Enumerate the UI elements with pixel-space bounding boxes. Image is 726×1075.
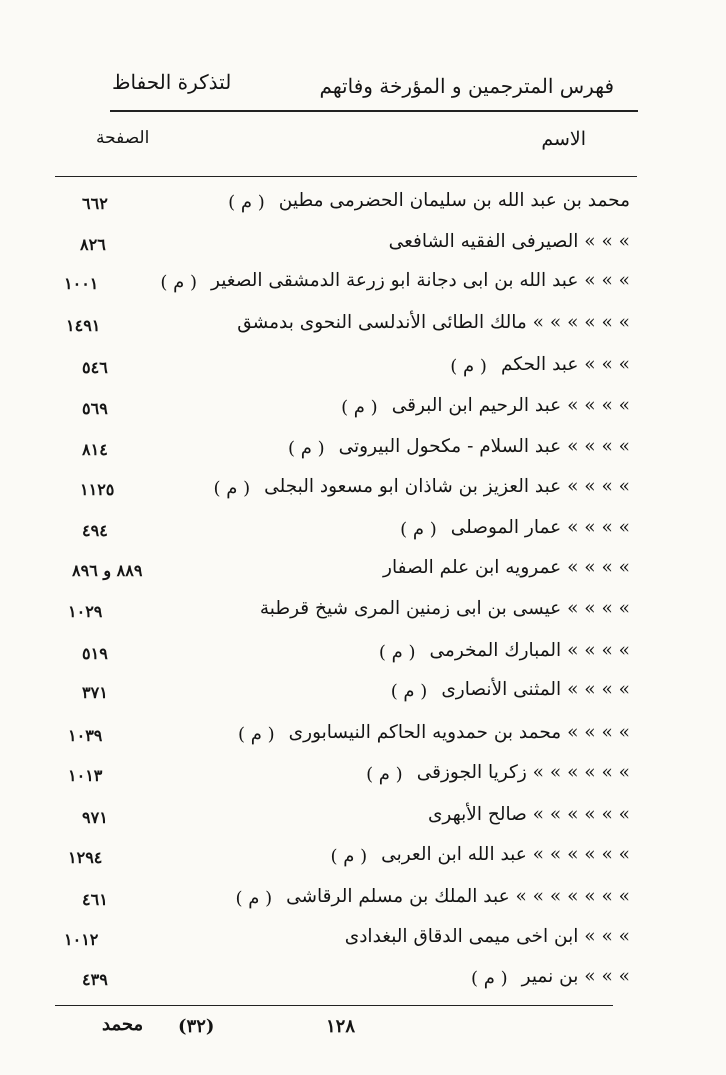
entry-death-mark: ( م ) — [160, 272, 197, 293]
entry-name: » » » » » » صالح الأبهرى — [427, 804, 630, 825]
entry-death-mark: ( م ) — [238, 724, 275, 745]
index-entry — [60, 350, 630, 390]
index-entry — [60, 432, 630, 472]
column-header-name: الاسم — [541, 128, 586, 150]
entry-page: ٨٨٩ و ٨٩٦ — [72, 561, 143, 580]
index-entry — [60, 266, 630, 306]
entry-name: » » » » » » زكريا الجوزقى — [416, 762, 630, 783]
entry-name: » » » » » » » عبد الملك بن مسلم الرقاشى — [286, 886, 630, 907]
entry-page: ١٠١٢ — [64, 930, 99, 949]
entry-page: ٣٧١ — [82, 683, 108, 702]
running-header-title: فهرس المترجمين و المؤرخة وفاتهم — [319, 74, 614, 98]
column-header-rule — [55, 176, 637, 177]
index-entry — [60, 962, 630, 1002]
entry-page: ١١٢٥ — [80, 480, 115, 499]
entry-death-mark: ( م ) — [228, 192, 265, 213]
index-entry — [60, 882, 630, 922]
entry-name: » » » » محمد بن حمدويه الحاكم النيسابورى — [288, 722, 630, 743]
entry-name: » » » » عبد العزيز بن شاذان ابو مسعود البجلى — [264, 476, 630, 497]
entry-death-mark: ( م ) — [341, 397, 378, 418]
index-entry — [60, 718, 630, 758]
index-entry — [60, 227, 630, 267]
entry-name: » » » » المبارك المخرمى — [429, 640, 630, 661]
entry-death-mark: ( م ) — [330, 846, 368, 867]
index-entry — [60, 186, 630, 226]
index-entry — [60, 553, 630, 593]
entry-name: » » » » عيسى بن ابى زمنين المرى شيخ قرطبة — [259, 598, 630, 619]
entry-name: » » » بن نمير — [521, 966, 630, 987]
entry-name: » » » » عمار الموصلى — [450, 517, 630, 538]
entry-name: محمد بن عبد الله بن سليمان الحضرمى مطين — [278, 190, 630, 211]
entry-page: ٨١٤ — [82, 440, 108, 459]
entry-death-mark: ( م ) — [366, 764, 403, 785]
header-rule — [110, 110, 638, 112]
entry-page: ٩٧١ — [82, 808, 108, 827]
index-entry — [60, 594, 630, 634]
entry-page: ١٢٩٤ — [68, 848, 103, 867]
entry-death-mark: ( م ) — [287, 438, 325, 459]
entry-name: » » » » عبد السلام - مكحول البيروتى — [338, 436, 630, 457]
entry-page: ١٠٣٩ — [68, 726, 103, 745]
entry-death-mark: ( م ) — [450, 356, 487, 377]
entry-name: » » » عبد الحكم — [500, 354, 630, 375]
entry-death-mark: ( م ) — [378, 642, 416, 663]
index-entry — [60, 922, 630, 962]
entry-death-mark: ( م ) — [471, 968, 508, 989]
index-entry — [60, 675, 630, 715]
entry-page: ٦٦٢ — [82, 194, 108, 213]
entry-name: » » » » عبد الرحيم ابن البرقى — [391, 395, 630, 416]
entry-page: ١٠١٣ — [68, 766, 103, 785]
footer-page-number: ١٢٨ — [326, 1016, 356, 1037]
entry-page: ٤٦١ — [82, 890, 108, 909]
index-entry — [60, 840, 630, 880]
entry-name: » » » » المثنى الأنصارى — [441, 679, 630, 700]
index-entry — [60, 513, 630, 553]
footer-catchword: محمد — [102, 1014, 144, 1035]
index-entry — [60, 391, 630, 431]
entry-name: » » » » » » عبد الله ابن العربى — [381, 844, 630, 865]
entry-death-mark: ( م ) — [235, 888, 273, 909]
entry-page: ١٠٢٩ — [68, 602, 103, 621]
index-entry — [60, 308, 630, 348]
entry-page: ٤٩٤ — [82, 521, 108, 540]
entry-page: ٤٣٩ — [82, 970, 108, 989]
entry-death-mark: ( م ) — [213, 478, 251, 499]
column-header-page: الصفحة — [96, 128, 150, 148]
footer-rule — [55, 1005, 613, 1006]
entry-page: ٥٤٦ — [82, 358, 108, 377]
entry-name: » » » » عمرويه ابن علم الصفار — [383, 557, 630, 578]
index-entry — [60, 758, 630, 798]
entry-page: ٨٢٦ — [80, 235, 106, 254]
entry-death-mark: ( م ) — [390, 681, 428, 702]
entry-name: » » » الصيرفى الفقيه الشافعى — [388, 231, 630, 252]
entry-page: ٥١٩ — [82, 644, 108, 663]
index-entry — [60, 472, 630, 512]
entry-death-mark: ( م ) — [400, 519, 437, 540]
index-entry — [60, 636, 630, 676]
entry-page: ٥٦٩ — [82, 399, 108, 418]
entry-name: » » » عبد الله بن ابى دجانة ابو زرعة الدمشقى الصغير — [211, 270, 630, 291]
index-entry — [60, 800, 630, 840]
entry-name: » » » » » » مالك الطائى الأندلسى النحوى بدمشق — [237, 312, 630, 333]
entry-page: ١٤٩١ — [66, 316, 101, 335]
footer-signature: (٣٢) — [178, 1016, 215, 1037]
entry-name: » » » ابن اخى ميمى الدقاق البغدادى — [344, 926, 630, 947]
entry-page: ١٠٠١ — [64, 274, 99, 293]
running-header-subtitle: لتذكرة الحفاظ — [112, 70, 232, 94]
